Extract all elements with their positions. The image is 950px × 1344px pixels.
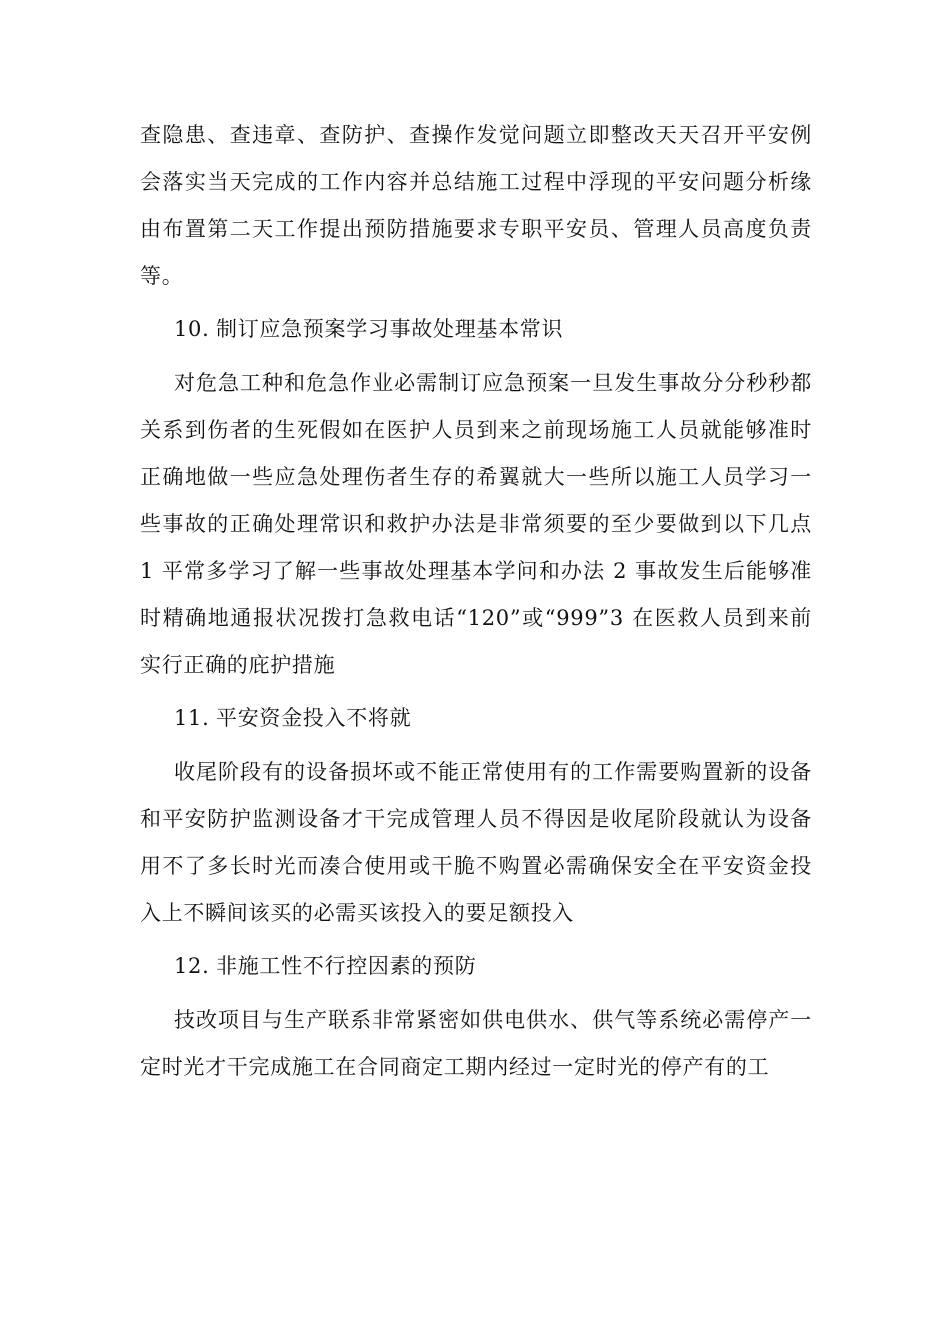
section-title: 平安资金投入不将就	[216, 706, 412, 730]
paragraph-safety-funding: 收尾阶段有的设备损坏或不能正常使用有的工作需要购置新的设备和平安防护监测设备才干完成管理人员不得因是收尾阶段就认为设备用不了多长时光而凑合使用或干脆不购置必需确保安全在平安资金投入上不瞬间该买的必需买该投入的要足额投入	[140, 760, 812, 925]
section-number: 11.	[174, 706, 210, 730]
section-heading-11	[174, 699, 812, 737]
section-title: 非施工性不行控因素的预防	[216, 954, 477, 978]
section-number: 12.	[174, 954, 210, 978]
paragraph-emergency-plan: 对危急工种和危急作业必需制订应急预案一旦发生事故分分秒秒都关系到伤者的生死假如在医护人员到来之前现场施工人员就能够准时正确地做一些应急处理伤者生存的希翼就大一些所以施工人员学习一些事故的正确处理常识和救护办法是非常须要的至少要做到以下几点 1 平常多学习了解一些事故处理基本学问和办法 2 事故发生后能够准时精确地通报状况拨打急救电话“120”或“999”3 在医救人员到来前实行正确的庇护措施	[140, 371, 812, 677]
document-body	[140, 112, 812, 1091]
section-heading-12	[174, 947, 812, 985]
section-title: 制订应急预案学习事故处理基本常识	[216, 317, 564, 341]
section-heading-10	[174, 310, 812, 348]
paragraph-inspection: 查隐患、查违章、查防护、查操作发觉问题立即整改天天召开平安例会落实当天完成的工作内容并总结施工过程中浮现的平安问题分析缘由布置第二天工作提出预防措施要求专职平安员、管理人员高度负责等。	[140, 123, 812, 288]
section-number: 10.	[174, 317, 210, 341]
paragraph-non-construction-factors: 技改项目与生产联系非常紧密如供电供水、供气等系统必需停产一定时光才干完成施工在合同商定工期内经过一定时光的停产有的工	[140, 1008, 812, 1079]
